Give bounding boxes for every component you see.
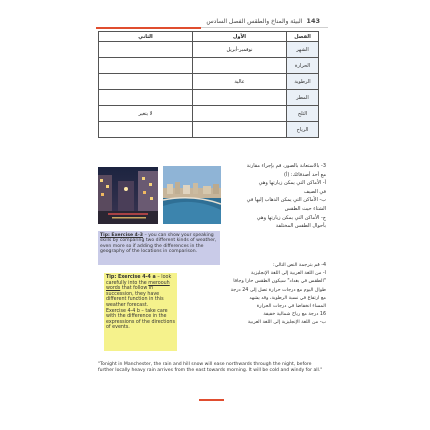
row-label: الرياح	[287, 122, 319, 138]
tip-box-speaking	[98, 231, 220, 265]
cell-first: نوفمبر-أبريل	[193, 42, 287, 58]
exercise-3-line: ج- الأماكن التي يمكن زيارتها وهي	[256, 214, 326, 221]
exercise-4-line: المساء انخفاضاً في درجات الحرارة	[256, 304, 326, 310]
footer-accent-line	[199, 399, 224, 401]
row-label: المطر	[287, 90, 319, 106]
exercise-3-line: ب- الأماكن التي يمكن الذهاب إليها في	[246, 197, 326, 204]
page-header	[96, 16, 320, 26]
cell-second	[99, 122, 193, 138]
page-number: 143	[306, 17, 320, 25]
exercise-4-line: 16 درجة مع رياح شمالية خفيفة	[263, 312, 326, 318]
exercise-3	[222, 162, 326, 231]
cell-second	[99, 74, 193, 90]
tip-part-b: Exercise 4-4 b – take care with the difference in the expressions of the directions of events.	[106, 308, 175, 331]
row-label: الثلج	[287, 106, 319, 122]
table-row	[99, 74, 319, 90]
cell-second: لا يتغير	[99, 106, 193, 122]
exercise-4-line: مع ارتفاع في نسبة الرطوبة، وقد يشهد	[249, 295, 326, 301]
exercise-3-line: في الصيف	[303, 188, 326, 195]
tip-underlined-term: meroouh words	[106, 280, 170, 292]
exercise-3-line: بأحوال الطقس المختلفة	[275, 223, 326, 230]
cell-second	[99, 58, 193, 74]
tip-text: – look carefully into the	[106, 275, 172, 286]
tip-box-translation	[104, 273, 177, 351]
row-label: الشهر	[287, 42, 319, 58]
tip-text: – you can show your speaking skills by comparing two different kinds of weather, even more so if adding the differences in the geography of the locations in comparison.	[100, 233, 217, 255]
tip-text: that follow in succession, they have different function in this weather forecast.	[106, 286, 164, 308]
weather-table	[98, 31, 319, 138]
table-row	[99, 90, 319, 106]
header-second: الثاني	[99, 32, 193, 42]
table-row	[99, 42, 319, 58]
exercise-4	[180, 262, 326, 328]
coastal-city-photo	[163, 166, 221, 224]
header-accent-line	[96, 27, 201, 29]
exercise-3-line: الشتاء حيث الطقس	[284, 205, 326, 212]
exercise-3-line: أ- الأماكن التي يمكن زيارتها وهي	[258, 180, 326, 187]
cell-second	[99, 42, 193, 58]
exercise-4-line: ب- من اللغة الإنجليزية إلى اللغة العربية	[247, 320, 326, 326]
cell-first	[193, 58, 287, 74]
row-label: الحرارة	[287, 58, 319, 74]
row-label: الرطوبة	[287, 74, 319, 90]
table-row	[99, 58, 319, 74]
tip-title: Tip: Exercise 4-3	[100, 233, 143, 238]
header-season: الفصل	[287, 32, 319, 42]
exercise-4-line: طوال اليوم مع درجات حرارة تصل إلى 24 درجة	[230, 287, 326, 293]
table-header-row	[99, 32, 319, 42]
cell-second	[99, 90, 193, 106]
cell-first	[193, 90, 287, 106]
tip-title: Tip: Exercise 4-4 a	[106, 275, 156, 280]
night-city-photo	[98, 167, 158, 224]
english-passage: "Tonight in Manchester, the rain and hill snow will ease northwards through the night, before further locally heavy rain arrives from the east towards morning. It will be cold and windy for all."	[98, 362, 323, 373]
table-row	[99, 122, 319, 138]
header-first: الأول	[193, 32, 287, 42]
exercise-3-line: 3- بالاستعانة بالصور، قم بإجراء مقارنة	[246, 163, 326, 169]
exercise-4-line: 4- قم بترجمة النص التالي:	[272, 263, 326, 268]
chapter-title: البيئة والمناخ والطقس الفصل السادس	[206, 17, 303, 25]
table-row	[99, 106, 319, 122]
cell-first: عالية	[193, 74, 287, 90]
cell-first	[193, 106, 287, 122]
exercise-4-line: أ- من اللغة العربية إلى اللغة الإنجليزية	[251, 271, 326, 277]
exercise-4-line: "الطقس في بغداد" سيكون الطقس حاراً وجافاً	[233, 279, 326, 285]
cell-first	[193, 122, 287, 138]
exercise-3-line: مع أحد أصدقائك: (أ)	[284, 171, 326, 178]
